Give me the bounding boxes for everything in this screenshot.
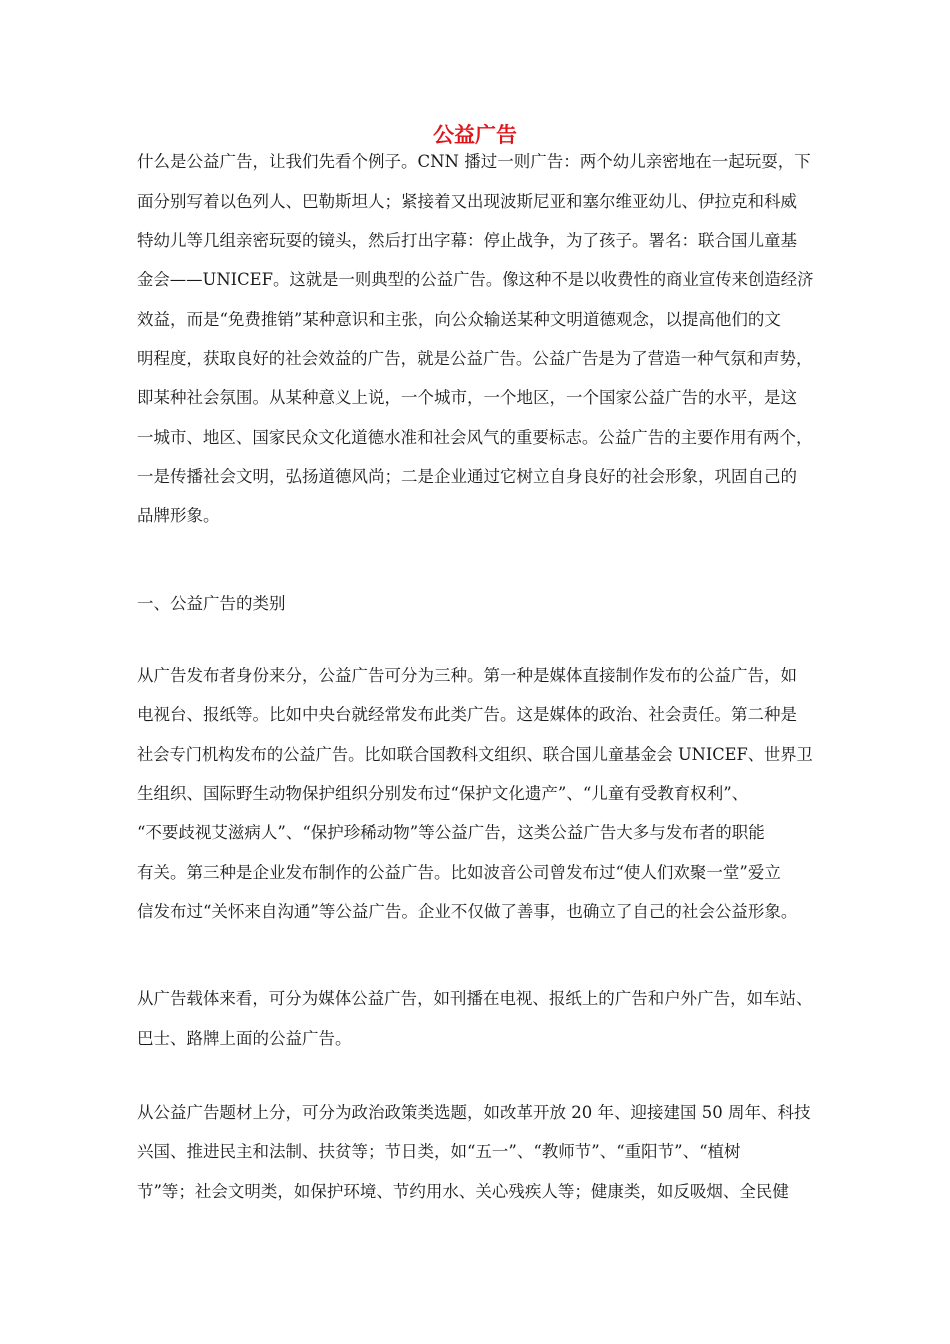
document-title: 公益广告 [433, 123, 517, 147]
paragraph-line: 从广告发布者身份来分，公益广告可分为三种。第一种是媒体直接制作发布的公益广告，如 [137, 666, 797, 685]
paragraph-line: 生组织、国际野生动物保护组织分别发布过“保护文化遗产”、“儿童有受教育权利”、 [137, 784, 749, 803]
paragraph-line: 明程度，获取良好的社会效益的广告，就是公益广告。公益广告是为了营造一种气氛和声势， [137, 349, 813, 368]
paragraph-line: 节”等；社会文明类，如保护环境、节约用水、关心残疾人等；健康类，如反吸烟、全民健 [137, 1182, 789, 1201]
paragraph-line: 特幼儿等几组亲密玩耍的镜头，然后打出字幕：停止战争，为了孩子。署名：联合国儿童基 [137, 231, 797, 250]
paragraph-line: 社会专门机构发布的公益广告。比如联合国教科文组织、联合国儿童基金会 UNICEF、世界卫 [137, 745, 813, 764]
paragraph-line: 巴士、路牌上面的公益广告。 [137, 1029, 352, 1048]
section-heading: 一、公益广告的类别 [137, 594, 286, 613]
paragraph-line: 品牌形象。 [137, 506, 220, 525]
paragraph-line: 从广告载体来看，可分为媒体公益广告，如刊播在电视、报纸上的广告和户外广告，如车站、 [137, 989, 813, 1008]
paragraph-line: 什么是公益广告，让我们先看个例子。CNN 播过一则广告：两个幼儿亲密地在一起玩耍，下 [137, 152, 811, 171]
paragraph-line: 金会——UNICEF。这就是一则典型的公益广告。像这种不是以收费性的商业宣传来创造经济 [137, 270, 814, 289]
paragraph-line: “不要歧视艾滋病人”、“保护珍稀动物”等公益广告，这类公益广告大多与发布者的职能 [137, 823, 765, 842]
paragraph-line: 面分别写着以色列人、巴勒斯坦人；紧接着又出现波斯尼亚和塞尔维亚幼儿、伊拉克和科威 [137, 192, 797, 211]
paragraph-line: 即某种社会氛围。从某种意义上说，一个城市，一个地区，一个国家公益广告的水平，是这 [137, 388, 797, 407]
paragraph-line: 有关。第三种是企业发布制作的公益广告。比如波音公司曾发布过“使人们欢聚一堂”爱立 [137, 863, 781, 882]
paragraph-line: 电视台、报纸等。比如中央台就经常发布此类广告。这是媒体的政治、社会责任。第二种是 [137, 705, 797, 724]
paragraph-line: 从公益广告题材上分，可分为政治政策类选题，如改革开放 20 年、迎接建国 50 周年、科技 [137, 1103, 811, 1122]
paragraph-line: 效益，而是“免费推销”某种意识和主张，向公众输送某种文明道德观念，以提高他们的文 [137, 310, 781, 329]
paragraph-line: 一是传播社会文明，弘扬道德风尚；二是企业通过它树立自身良好的社会形象，巩固自己的 [137, 467, 797, 486]
paragraph-line: 信发布过“关怀来自沟通”等公益广告。企业不仅做了善事，也确立了自己的社会公益形象。 [137, 902, 798, 921]
paragraph-line: 一城市、地区、国家民众文化道德水准和社会风气的重要标志。公益广告的主要作用有两个， [137, 428, 813, 447]
paragraph-line: 兴国、推进民主和法制、扶贫等；节日类，如“五一”、“教师节”、“重阳节”、“植树 [137, 1142, 741, 1161]
